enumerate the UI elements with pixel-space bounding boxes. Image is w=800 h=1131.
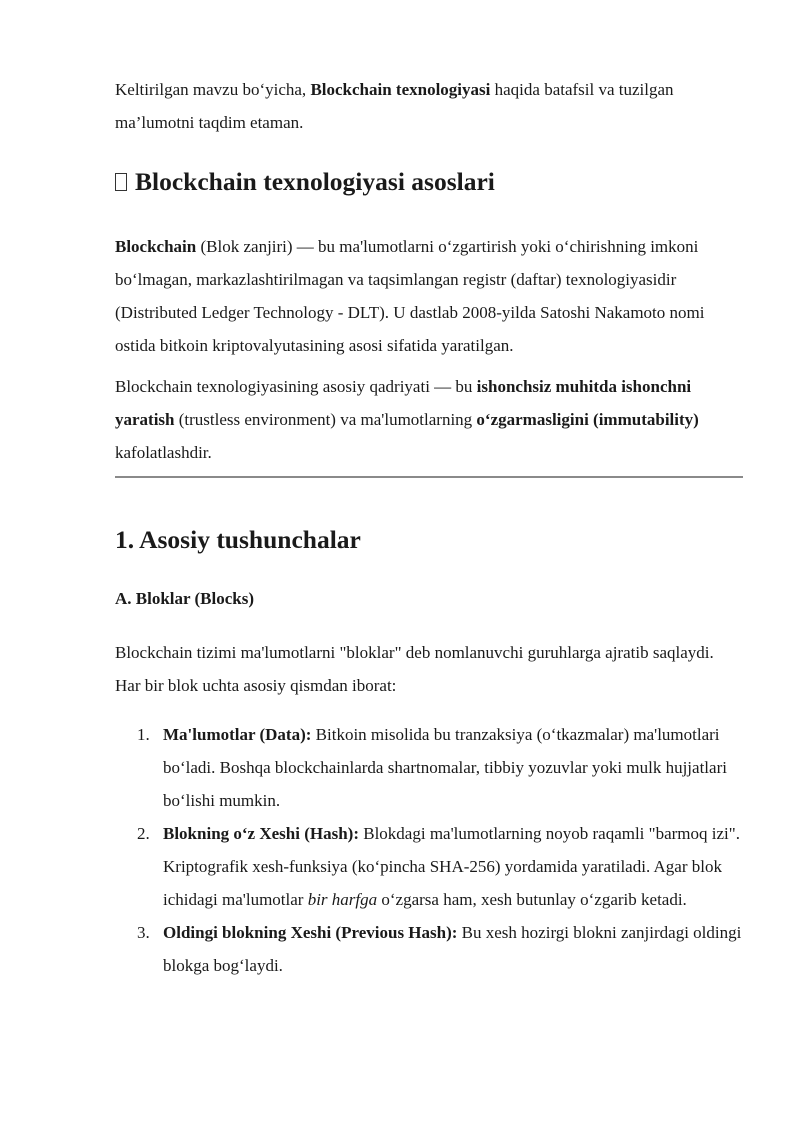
list-item-text-after: o‘zgarsa ham, xesh butunlay o‘zgarib ketadi. xyxy=(377,890,687,909)
definition-paragraph xyxy=(115,230,743,362)
value-bold-2: o‘zgarmasligini (immutability) xyxy=(476,410,699,429)
list-item-text: Blokdagi ma'lumotlarning noyob raqamli "barmoq izi". Kriptografik xesh-funksiya (ko‘pincha SHA-256) yordamida yaratiladi. Agar blok ichidagi ma'lumotlar xyxy=(163,824,740,909)
list-item-number: 1. xyxy=(137,725,150,744)
list-item xyxy=(115,916,743,982)
value-bold-1: ishonchsiz muhitda ishonchni yaratish xyxy=(115,377,692,429)
definition-text: (Blok zanjiri) — bu ma'lumotlarni o‘zgartirish yoki o‘chirishning imkoni bo‘lmagan, markazlashtirilmagan va taqsimlangan registr (daftar) texnologiyasidir (Distributed Ledger Technology - DLT). U dastlab 2008-yilda Satoshi Nakamoto nomi ostida bitkoin kriptovalyutasining asosi sifatida yaratilgan. xyxy=(115,237,705,355)
list-item-title: Ma'lumotlar (Data): xyxy=(163,725,312,744)
section-heading: 1. Asosiy tushunchalar xyxy=(115,525,361,554)
value-text-1: Blockchain texnologiyasining asosiy qadriyati — bu xyxy=(115,377,477,396)
blocks-paragraph: Blockchain tizimi ma'lumotlarni "bloklar" deb nomlanuvchi guruhlarga ajratib saqlaydi. Har bir blok uchta asosiy qismdan iborat: xyxy=(115,643,714,695)
intro-text-before: Keltirilgan mavzu bo‘yicha, xyxy=(115,80,311,99)
list-item xyxy=(115,718,743,817)
intro-text-after: haqida batafsil va tuzilgan ma’lumotni taqdim etaman. xyxy=(115,80,674,132)
subsection-heading: A. Bloklar (Blocks) xyxy=(115,589,255,608)
list-item-text: Bu xesh hozirgi blokni zanjirdagi oldingi blokga bog‘laydi. xyxy=(163,923,742,975)
list-item xyxy=(115,817,743,916)
list-item-italic: bir harfga xyxy=(307,890,378,909)
value-paragraph xyxy=(115,370,743,469)
document-page xyxy=(115,70,743,982)
intro-paragraph xyxy=(115,73,743,139)
list-item-text: Bitkoin misolida bu tranzaksiya (o‘tkazmalar) ma'lumotlari bo‘ladi. Boshqa blockchainlarda shartnomalar, tibbiy yozuvlar yoki mulk hujjatlari bo‘lishi mumkin. xyxy=(163,725,727,810)
list-item-title: Blokning o‘z Xeshi (Hash): xyxy=(163,824,359,843)
list-item-number: 2. xyxy=(137,824,150,843)
list-item-number: 3. xyxy=(137,923,150,942)
horizontal-divider xyxy=(115,476,743,478)
value-text-2: (trustless environment) va ma'lumotlarning xyxy=(174,410,477,429)
main-heading xyxy=(115,166,743,198)
intro-bold-term: Blockchain texnologiyasi xyxy=(310,80,491,99)
main-heading-title: Blockchain texnologiyasi asoslari xyxy=(135,167,495,196)
list-item-title: Oldingi blokning Xeshi (Previous Hash): xyxy=(163,923,458,942)
block-parts-list xyxy=(115,718,743,982)
definition-bold-term: Blockchain xyxy=(115,237,197,256)
missing-glyph-icon xyxy=(115,173,127,191)
value-text-3: kafolatlashdir. xyxy=(115,443,212,462)
